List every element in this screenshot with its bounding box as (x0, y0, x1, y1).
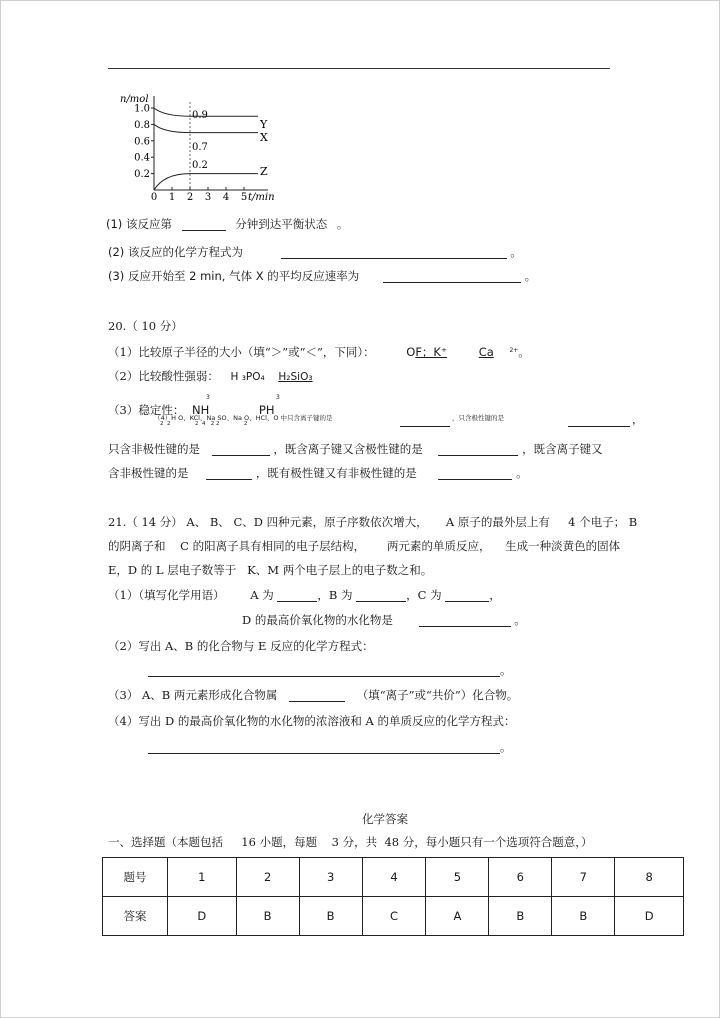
q20-ionic-polar-text: ，既含离子键又含极性键的是 (273, 442, 423, 456)
q21-a-label: A 为 (250, 588, 274, 602)
q21-part2: （2）写出 A、B 的化合物与 E 反应的化学方程式： (108, 639, 374, 653)
q20-ionic-nonpolar-blank[interactable] (206, 467, 252, 480)
q21-part1-comma: ， (489, 588, 501, 602)
q20-part2-text: （2）比较酸性强弱： (108, 369, 219, 383)
q21-part2-blank[interactable] (148, 664, 500, 677)
q19-part2-text: (2) 该反应的化学方程式为 (108, 245, 243, 259)
q20-nonpolar-only-text: 只含非极性键的是 (108, 442, 200, 456)
q19-part1-blank[interactable] (182, 218, 226, 231)
q20-ph3-index: 3 (276, 394, 280, 401)
x-tick-label: 5 (240, 192, 248, 203)
q21-part4: （4）写出 D 的最高价氧化物的水化物的浓溶液和 A 的单质反应的化学方程式： (108, 714, 516, 728)
answers-section-title: 一、选择题（本题包括 16 小题，每题 3 分，共 48 分，每小题只有一个选项符合题意，） (108, 835, 593, 849)
y-tick-label: 0.4 (134, 152, 150, 164)
table-cell: 5 (426, 858, 489, 897)
series-label-z: Z (260, 165, 268, 178)
q21-line3: E，D 的 L 层电子数等于 K、M 两个电子层上的电子数之和。 (108, 563, 433, 577)
answers-heading: 化学答案 (362, 812, 408, 826)
q21-part3 (108, 687, 518, 703)
q20-line2 (108, 465, 528, 481)
q21-line2: 的阴离子和 C 的阳离子具有相同的电子层结构， 两元素的单质反应， 生成一种淡黄色的固体 (108, 539, 621, 553)
q20-part2 (108, 368, 313, 384)
table-cell: 4 (362, 858, 426, 897)
q21-part2-end: 。 (500, 663, 512, 677)
q19-part2-end: 。 (510, 245, 522, 259)
q21-part1 (108, 587, 501, 603)
q20-polar-nonpolar-blank[interactable] (438, 467, 512, 480)
q20-ionic-only-blank[interactable] (400, 414, 450, 427)
q19-part3-blank[interactable] (383, 270, 521, 283)
table-cell: 8 (615, 858, 684, 897)
q21-part4-blank[interactable] (148, 741, 500, 754)
series-label-x: X (260, 131, 268, 144)
q20-title: 20.（ 10 分） (108, 319, 183, 333)
q19-part2-blank[interactable] (281, 246, 507, 259)
q20-part4-subscripts: 2 2 2 4 2 2 2 (160, 421, 248, 427)
q20-ionic-nonpolar-text: ，既含离子键又 (522, 442, 603, 456)
q21-line1: 21.（ 14 分） A、 B、 C、D 四种元素，原子序数依次增大， A 原子的最外层上有 4 个电子； B (108, 515, 638, 529)
y-tick-label: 1.0 (134, 103, 150, 115)
table-cell: 1 (168, 858, 237, 897)
q20-polar-only-text: ，只含极性键的是 (452, 414, 504, 422)
y-ticks (134, 104, 154, 181)
q21-b-label: ，B 为 (317, 588, 353, 602)
q19-part1-text2: 分钟到达平衡状态 (235, 217, 328, 231)
q20-o: O (406, 345, 416, 359)
series-z-curve (154, 174, 258, 190)
q20-part1-end: 。 (518, 345, 530, 359)
table-cell: B (552, 897, 615, 936)
y-axis-label: n/mol (120, 94, 149, 105)
q20-part4-comma: ， (632, 413, 643, 426)
q21-part3-blank[interactable] (289, 689, 345, 702)
table-cell: 2 (236, 858, 299, 897)
q20-nonpolar-only-blank[interactable] (212, 443, 270, 456)
q20-nh3-index: 3 (206, 394, 210, 401)
table-header-number: 题号 (103, 858, 168, 897)
q20-polar-only-label (452, 413, 504, 422)
q19-part3 (108, 268, 536, 284)
annotation-0.9: 0.9 (192, 110, 208, 121)
q20-ca: Ca (478, 345, 494, 359)
series-label-y: Y (260, 118, 268, 131)
q21-b-blank[interactable] (356, 589, 406, 602)
x-tick-label: 1 (168, 192, 176, 203)
q21-part4-end: 。 (500, 740, 512, 754)
q19-part1 (106, 216, 348, 232)
q21-part4-answer (148, 739, 512, 755)
q21-part1-end: 。 (514, 613, 526, 627)
q20-part1 (108, 344, 530, 360)
table-cell: C (362, 897, 426, 936)
q19-part3-text: (3) 反应开始至 2 min, 气体 X 的平均反应速率为 (108, 269, 360, 283)
q20-line1 (108, 441, 603, 457)
q20-ionic-nonpolar-text2: 含非极性键的是 (108, 466, 189, 480)
q20-part4-compounds: （4）H O、KCl、Na SO、Na O、HCl、O 中只含离子键的是 (154, 414, 333, 422)
x-tick-label: 0 (150, 192, 158, 203)
table-cell: D (168, 897, 237, 936)
header-rule (108, 68, 610, 69)
q20-f-k: F；K⁺ (415, 345, 448, 359)
table-cell: B (489, 897, 552, 936)
annotation-0.7: 0.7 (192, 142, 208, 153)
q21-a-blank[interactable] (277, 589, 317, 602)
table-cell: 6 (489, 858, 552, 897)
table-cell: B (236, 897, 299, 936)
table-header-answer: 答案 (103, 897, 168, 936)
y-tick-label: 0.6 (134, 136, 150, 148)
answer-table (102, 857, 684, 936)
table-cell: 7 (552, 858, 615, 897)
x-tick-label: 2 (186, 192, 194, 203)
x-ticks (151, 187, 247, 203)
q21-part1-d (242, 612, 526, 628)
table-row-answers (103, 897, 684, 936)
series-x-curve (154, 124, 258, 132)
q20-polar-only-blank[interactable] (568, 414, 630, 427)
q21-d-blank[interactable] (419, 614, 511, 627)
q20-ca-charge: 2+ (509, 347, 519, 354)
table-cell: 3 (299, 858, 362, 897)
q20-polar-nonpolar-text: ，既有极性键又有非极性键的是 (255, 466, 417, 480)
q21-part1-text: （1）（填写化学用语） (108, 588, 225, 602)
table-cell: D (615, 897, 684, 936)
q20-ph: PH (258, 403, 275, 417)
q21-d-label: D 的最高价氧化物的水化物是 (242, 613, 393, 627)
q20-ionic-polar-blank[interactable] (438, 443, 518, 456)
reaction-graph (108, 90, 288, 205)
q21-c-label: ，C 为 (406, 588, 442, 602)
q21-c-blank[interactable] (445, 589, 489, 602)
q20-part3-text: （3）稳定性： (108, 403, 185, 417)
annotation-0.2: 0.2 (192, 160, 208, 171)
y-tick-label: 0.8 (134, 119, 150, 131)
x-tick-label: 3 (204, 192, 212, 203)
q19-part3-end: 。 (524, 269, 537, 283)
q20-h3po4: H ₃PO₄ (230, 371, 265, 383)
q21-part3-text2: （填“离子”或“共价”）化合物。 (356, 688, 519, 702)
q19-part2 (108, 244, 522, 260)
y-tick-label: 0.2 (134, 169, 150, 181)
q20-line2-end: 。 (516, 466, 528, 480)
table-row-numbers (103, 858, 684, 897)
table-cell: B (299, 897, 362, 936)
q19-part1-end: 。 (336, 217, 349, 231)
q21-part2-answer (148, 662, 512, 678)
q21-part3-text: （3） A、B 两元素形成化合物属 (108, 688, 278, 702)
q20-nh: NH (191, 403, 210, 417)
q20-part1-text: （1）比较原子半径的大小（填“＞”或“＜”，下同）： (108, 345, 375, 359)
x-tick-label: 4 (222, 192, 230, 203)
x-axis-label: t/min (248, 192, 275, 203)
q20-h2sio3: H₂SiO₃ (278, 371, 313, 383)
table-cell: A (426, 897, 489, 936)
q19-part1-text: (1) 该反应第 (106, 217, 172, 231)
